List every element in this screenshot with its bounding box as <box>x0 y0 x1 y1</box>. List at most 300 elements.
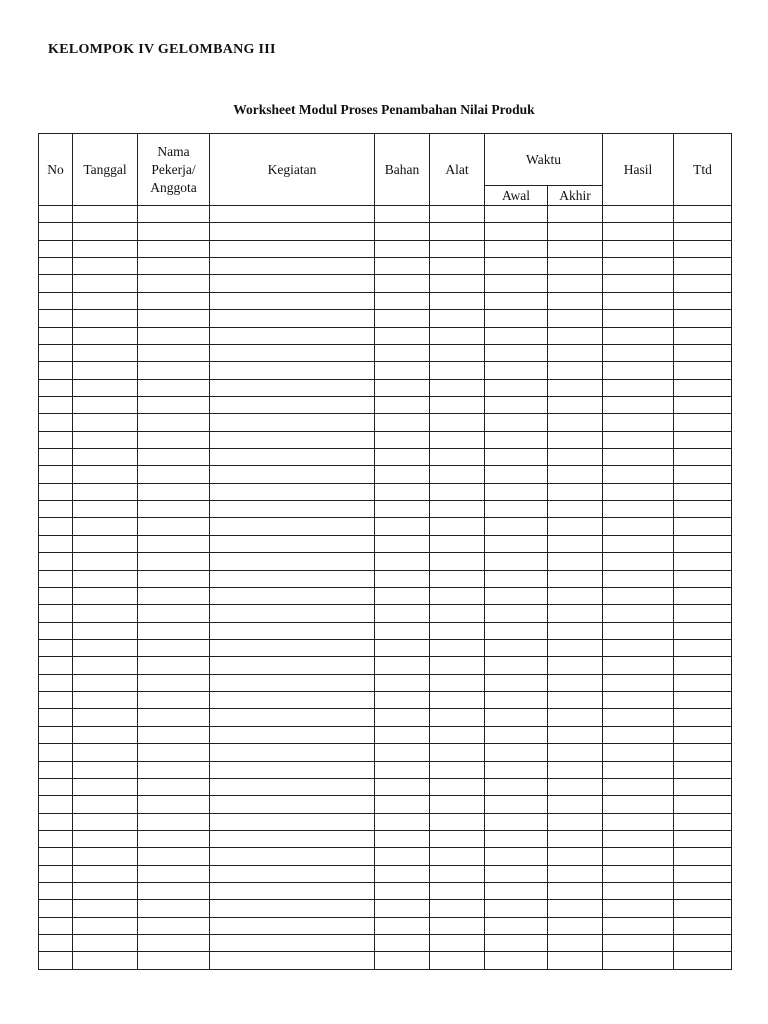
table-row <box>39 639 732 656</box>
cell-no <box>39 275 73 292</box>
cell-kegiatan <box>210 865 375 882</box>
cell-bahan <box>375 674 430 691</box>
cell-alat <box>430 518 485 535</box>
cell-akhir <box>548 449 603 466</box>
table-row <box>39 570 732 587</box>
cell-tanggal <box>73 709 138 726</box>
cell-kegiatan <box>210 813 375 830</box>
cell-ttd <box>674 518 732 535</box>
cell-alat <box>430 292 485 309</box>
cell-alat <box>430 396 485 413</box>
table-row <box>39 865 732 882</box>
table-row <box>39 778 732 795</box>
cell-akhir <box>548 379 603 396</box>
cell-no <box>39 483 73 500</box>
table-row <box>39 900 732 917</box>
cell-nama <box>138 466 210 483</box>
cell-kegiatan <box>210 327 375 344</box>
cell-tanggal <box>73 414 138 431</box>
column-header-hasil: Hasil <box>603 134 674 206</box>
cell-awal <box>485 431 548 448</box>
table-row <box>39 692 732 709</box>
table-row <box>39 605 732 622</box>
cell-kegiatan <box>210 258 375 275</box>
worksheet-table <box>38 133 732 970</box>
cell-akhir <box>548 639 603 656</box>
table-row <box>39 483 732 500</box>
cell-no <box>39 535 73 552</box>
cell-no <box>39 952 73 969</box>
cell-bahan <box>375 240 430 257</box>
cell-ttd <box>674 553 732 570</box>
cell-tanggal <box>73 674 138 691</box>
table-row <box>39 761 732 778</box>
cell-nama <box>138 310 210 327</box>
cell-awal <box>485 692 548 709</box>
cell-tanggal <box>73 327 138 344</box>
cell-awal <box>485 223 548 240</box>
cell-hasil <box>603 865 674 882</box>
cell-tanggal <box>73 865 138 882</box>
cell-awal <box>485 674 548 691</box>
cell-bahan <box>375 310 430 327</box>
cell-nama <box>138 848 210 865</box>
cell-no <box>39 848 73 865</box>
cell-awal <box>485 865 548 882</box>
cell-nama <box>138 796 210 813</box>
cell-nama <box>138 587 210 604</box>
cell-ttd <box>674 622 732 639</box>
cell-nama <box>138 917 210 934</box>
cell-akhir <box>548 848 603 865</box>
table-row <box>39 396 732 413</box>
cell-akhir <box>548 553 603 570</box>
cell-ttd <box>674 952 732 969</box>
cell-tanggal <box>73 848 138 865</box>
cell-no <box>39 396 73 413</box>
cell-akhir <box>548 292 603 309</box>
cell-ttd <box>674 605 732 622</box>
cell-hasil <box>603 813 674 830</box>
table-row <box>39 587 732 604</box>
cell-bahan <box>375 917 430 934</box>
cell-bahan <box>375 449 430 466</box>
cell-no <box>39 830 73 847</box>
cell-awal <box>485 952 548 969</box>
cell-kegiatan <box>210 883 375 900</box>
cell-tanggal <box>73 917 138 934</box>
cell-kegiatan <box>210 240 375 257</box>
cell-kegiatan <box>210 657 375 674</box>
cell-akhir <box>548 761 603 778</box>
table-row <box>39 952 732 969</box>
cell-kegiatan <box>210 414 375 431</box>
cell-alat <box>430 692 485 709</box>
cell-ttd <box>674 310 732 327</box>
cell-nama <box>138 865 210 882</box>
cell-ttd <box>674 726 732 743</box>
table-row <box>39 709 732 726</box>
column-header-ttd: Ttd <box>674 134 732 206</box>
cell-no <box>39 744 73 761</box>
cell-bahan <box>375 830 430 847</box>
cell-bahan <box>375 414 430 431</box>
table-row <box>39 449 732 466</box>
cell-bahan <box>375 692 430 709</box>
cell-akhir <box>548 518 603 535</box>
cell-alat <box>430 379 485 396</box>
column-header-awal: Awal <box>485 186 548 206</box>
cell-akhir <box>548 570 603 587</box>
cell-akhir <box>548 883 603 900</box>
cell-kegiatan <box>210 275 375 292</box>
cell-awal <box>485 258 548 275</box>
cell-ttd <box>674 466 732 483</box>
cell-akhir <box>548 952 603 969</box>
cell-tanggal <box>73 518 138 535</box>
table-row <box>39 501 732 518</box>
cell-hasil <box>603 379 674 396</box>
cell-no <box>39 518 73 535</box>
cell-tanggal <box>73 778 138 795</box>
cell-awal <box>485 275 548 292</box>
cell-hasil <box>603 206 674 223</box>
cell-tanggal <box>73 344 138 361</box>
cell-hasil <box>603 362 674 379</box>
cell-alat <box>430 917 485 934</box>
table-row <box>39 275 732 292</box>
cell-tanggal <box>73 883 138 900</box>
cell-nama <box>138 362 210 379</box>
table-row <box>39 883 732 900</box>
cell-awal <box>485 362 548 379</box>
cell-ttd <box>674 414 732 431</box>
cell-alat <box>430 622 485 639</box>
cell-hasil <box>603 639 674 656</box>
cell-ttd <box>674 709 732 726</box>
cell-tanggal <box>73 431 138 448</box>
cell-hasil <box>603 223 674 240</box>
cell-awal <box>485 240 548 257</box>
cell-akhir <box>548 223 603 240</box>
cell-awal <box>485 206 548 223</box>
cell-awal <box>485 622 548 639</box>
cell-kegiatan <box>210 518 375 535</box>
cell-bahan <box>375 900 430 917</box>
cell-awal <box>485 518 548 535</box>
cell-alat <box>430 796 485 813</box>
cell-nama <box>138 639 210 656</box>
cell-no <box>39 327 73 344</box>
cell-nama <box>138 396 210 413</box>
cell-akhir <box>548 414 603 431</box>
cell-alat <box>430 553 485 570</box>
cell-awal <box>485 796 548 813</box>
column-header-no: No <box>39 134 73 206</box>
cell-bahan <box>375 883 430 900</box>
cell-akhir <box>548 240 603 257</box>
cell-awal <box>485 761 548 778</box>
cell-alat <box>430 501 485 518</box>
cell-hasil <box>603 258 674 275</box>
cell-akhir <box>548 830 603 847</box>
cell-hasil <box>603 553 674 570</box>
cell-akhir <box>548 744 603 761</box>
cell-nama <box>138 622 210 639</box>
cell-no <box>39 501 73 518</box>
table-row <box>39 622 732 639</box>
cell-nama <box>138 327 210 344</box>
cell-awal <box>485 292 548 309</box>
cell-no <box>39 449 73 466</box>
cell-ttd <box>674 449 732 466</box>
cell-ttd <box>674 501 732 518</box>
cell-nama <box>138 449 210 466</box>
cell-ttd <box>674 657 732 674</box>
cell-ttd <box>674 830 732 847</box>
cell-kegiatan <box>210 379 375 396</box>
cell-tanggal <box>73 535 138 552</box>
cell-awal <box>485 570 548 587</box>
cell-kegiatan <box>210 292 375 309</box>
cell-kegiatan <box>210 622 375 639</box>
cell-tanggal <box>73 761 138 778</box>
cell-akhir <box>548 692 603 709</box>
cell-alat <box>430 709 485 726</box>
cell-no <box>39 778 73 795</box>
cell-no <box>39 917 73 934</box>
cell-hasil <box>603 310 674 327</box>
cell-kegiatan <box>210 830 375 847</box>
cell-no <box>39 935 73 952</box>
cell-kegiatan <box>210 501 375 518</box>
column-header-alat: Alat <box>430 134 485 206</box>
cell-tanggal <box>73 639 138 656</box>
cell-akhir <box>548 362 603 379</box>
cell-tanggal <box>73 483 138 500</box>
cell-ttd <box>674 258 732 275</box>
cell-kegiatan <box>210 709 375 726</box>
cell-no <box>39 310 73 327</box>
cell-no <box>39 709 73 726</box>
cell-hasil <box>603 518 674 535</box>
cell-kegiatan <box>210 396 375 413</box>
cell-kegiatan <box>210 223 375 240</box>
cell-hasil <box>603 570 674 587</box>
cell-tanggal <box>73 258 138 275</box>
cell-tanggal <box>73 362 138 379</box>
cell-alat <box>430 223 485 240</box>
cell-hasil <box>603 761 674 778</box>
cell-tanggal <box>73 449 138 466</box>
cell-kegiatan <box>210 935 375 952</box>
cell-tanggal <box>73 206 138 223</box>
cell-kegiatan <box>210 952 375 969</box>
table-row <box>39 917 732 934</box>
cell-hasil <box>603 414 674 431</box>
cell-tanggal <box>73 900 138 917</box>
cell-kegiatan <box>210 344 375 361</box>
cell-bahan <box>375 292 430 309</box>
cell-no <box>39 865 73 882</box>
column-header-nama <box>138 134 210 206</box>
cell-hasil <box>603 726 674 743</box>
cell-awal <box>485 917 548 934</box>
cell-nama <box>138 674 210 691</box>
cell-awal <box>485 605 548 622</box>
table-row <box>39 518 732 535</box>
cell-nama <box>138 379 210 396</box>
cell-akhir <box>548 813 603 830</box>
cell-akhir <box>548 605 603 622</box>
cell-nama <box>138 535 210 552</box>
cell-akhir <box>548 396 603 413</box>
cell-no <box>39 466 73 483</box>
cell-nama <box>138 414 210 431</box>
cell-kegiatan <box>210 778 375 795</box>
cell-hasil <box>603 449 674 466</box>
cell-bahan <box>375 744 430 761</box>
cell-ttd <box>674 900 732 917</box>
cell-alat <box>430 761 485 778</box>
cell-hasil <box>603 796 674 813</box>
cell-kegiatan <box>210 483 375 500</box>
cell-awal <box>485 587 548 604</box>
nama-line-1: Nama <box>157 143 190 159</box>
cell-awal <box>485 483 548 500</box>
cell-awal <box>485 553 548 570</box>
cell-ttd <box>674 692 732 709</box>
cell-alat <box>430 240 485 257</box>
column-header-kegiatan: Kegiatan <box>210 134 375 206</box>
cell-tanggal <box>73 605 138 622</box>
cell-bahan <box>375 501 430 518</box>
cell-awal <box>485 744 548 761</box>
cell-bahan <box>375 952 430 969</box>
cell-awal <box>485 778 548 795</box>
cell-bahan <box>375 258 430 275</box>
cell-bahan <box>375 778 430 795</box>
table-row <box>39 744 732 761</box>
cell-kegiatan <box>210 796 375 813</box>
cell-hasil <box>603 292 674 309</box>
cell-awal <box>485 935 548 952</box>
table-row <box>39 553 732 570</box>
cell-no <box>39 726 73 743</box>
cell-akhir <box>548 726 603 743</box>
cell-awal <box>485 466 548 483</box>
cell-nama <box>138 657 210 674</box>
table-row <box>39 240 732 257</box>
cell-kegiatan <box>210 674 375 691</box>
cell-tanggal <box>73 830 138 847</box>
cell-bahan <box>375 813 430 830</box>
cell-hasil <box>603 275 674 292</box>
cell-alat <box>430 726 485 743</box>
table-row <box>39 830 732 847</box>
cell-kegiatan <box>210 431 375 448</box>
cell-ttd <box>674 587 732 604</box>
cell-hasil <box>603 240 674 257</box>
cell-bahan <box>375 935 430 952</box>
cell-kegiatan <box>210 535 375 552</box>
cell-kegiatan <box>210 206 375 223</box>
cell-alat <box>430 883 485 900</box>
cell-tanggal <box>73 935 138 952</box>
column-header-tanggal: Tanggal <box>73 134 138 206</box>
cell-no <box>39 570 73 587</box>
cell-ttd <box>674 362 732 379</box>
cell-akhir <box>548 935 603 952</box>
table-row <box>39 726 732 743</box>
cell-nama <box>138 900 210 917</box>
cell-ttd <box>674 379 732 396</box>
cell-awal <box>485 848 548 865</box>
cell-nama <box>138 935 210 952</box>
cell-tanggal <box>73 310 138 327</box>
cell-ttd <box>674 483 732 500</box>
cell-nama <box>138 258 210 275</box>
cell-bahan <box>375 396 430 413</box>
cell-tanggal <box>73 587 138 604</box>
cell-bahan <box>375 848 430 865</box>
cell-akhir <box>548 310 603 327</box>
cell-ttd <box>674 292 732 309</box>
cell-nama <box>138 344 210 361</box>
cell-ttd <box>674 813 732 830</box>
table-row <box>39 848 732 865</box>
cell-alat <box>430 813 485 830</box>
cell-kegiatan <box>210 917 375 934</box>
cell-akhir <box>548 258 603 275</box>
cell-no <box>39 431 73 448</box>
cell-awal <box>485 501 548 518</box>
cell-ttd <box>674 778 732 795</box>
cell-nama <box>138 518 210 535</box>
cell-akhir <box>548 709 603 726</box>
group-title: KELOMPOK IV GELOMBANG III <box>48 42 276 57</box>
cell-alat <box>430 570 485 587</box>
cell-tanggal <box>73 292 138 309</box>
cell-akhir <box>548 796 603 813</box>
cell-no <box>39 657 73 674</box>
table-row <box>39 344 732 361</box>
cell-nama <box>138 709 210 726</box>
cell-alat <box>430 535 485 552</box>
cell-kegiatan <box>210 761 375 778</box>
cell-ttd <box>674 327 732 344</box>
cell-no <box>39 223 73 240</box>
cell-tanggal <box>73 692 138 709</box>
cell-kegiatan <box>210 570 375 587</box>
cell-hasil <box>603 605 674 622</box>
table-row <box>39 431 732 448</box>
cell-hasil <box>603 935 674 952</box>
cell-awal <box>485 414 548 431</box>
cell-alat <box>430 327 485 344</box>
cell-awal <box>485 639 548 656</box>
cell-nama <box>138 206 210 223</box>
cell-akhir <box>548 778 603 795</box>
cell-awal <box>485 657 548 674</box>
cell-bahan <box>375 275 430 292</box>
cell-bahan <box>375 796 430 813</box>
cell-akhir <box>548 657 603 674</box>
cell-tanggal <box>73 570 138 587</box>
cell-ttd <box>674 848 732 865</box>
cell-no <box>39 362 73 379</box>
cell-akhir <box>548 501 603 518</box>
